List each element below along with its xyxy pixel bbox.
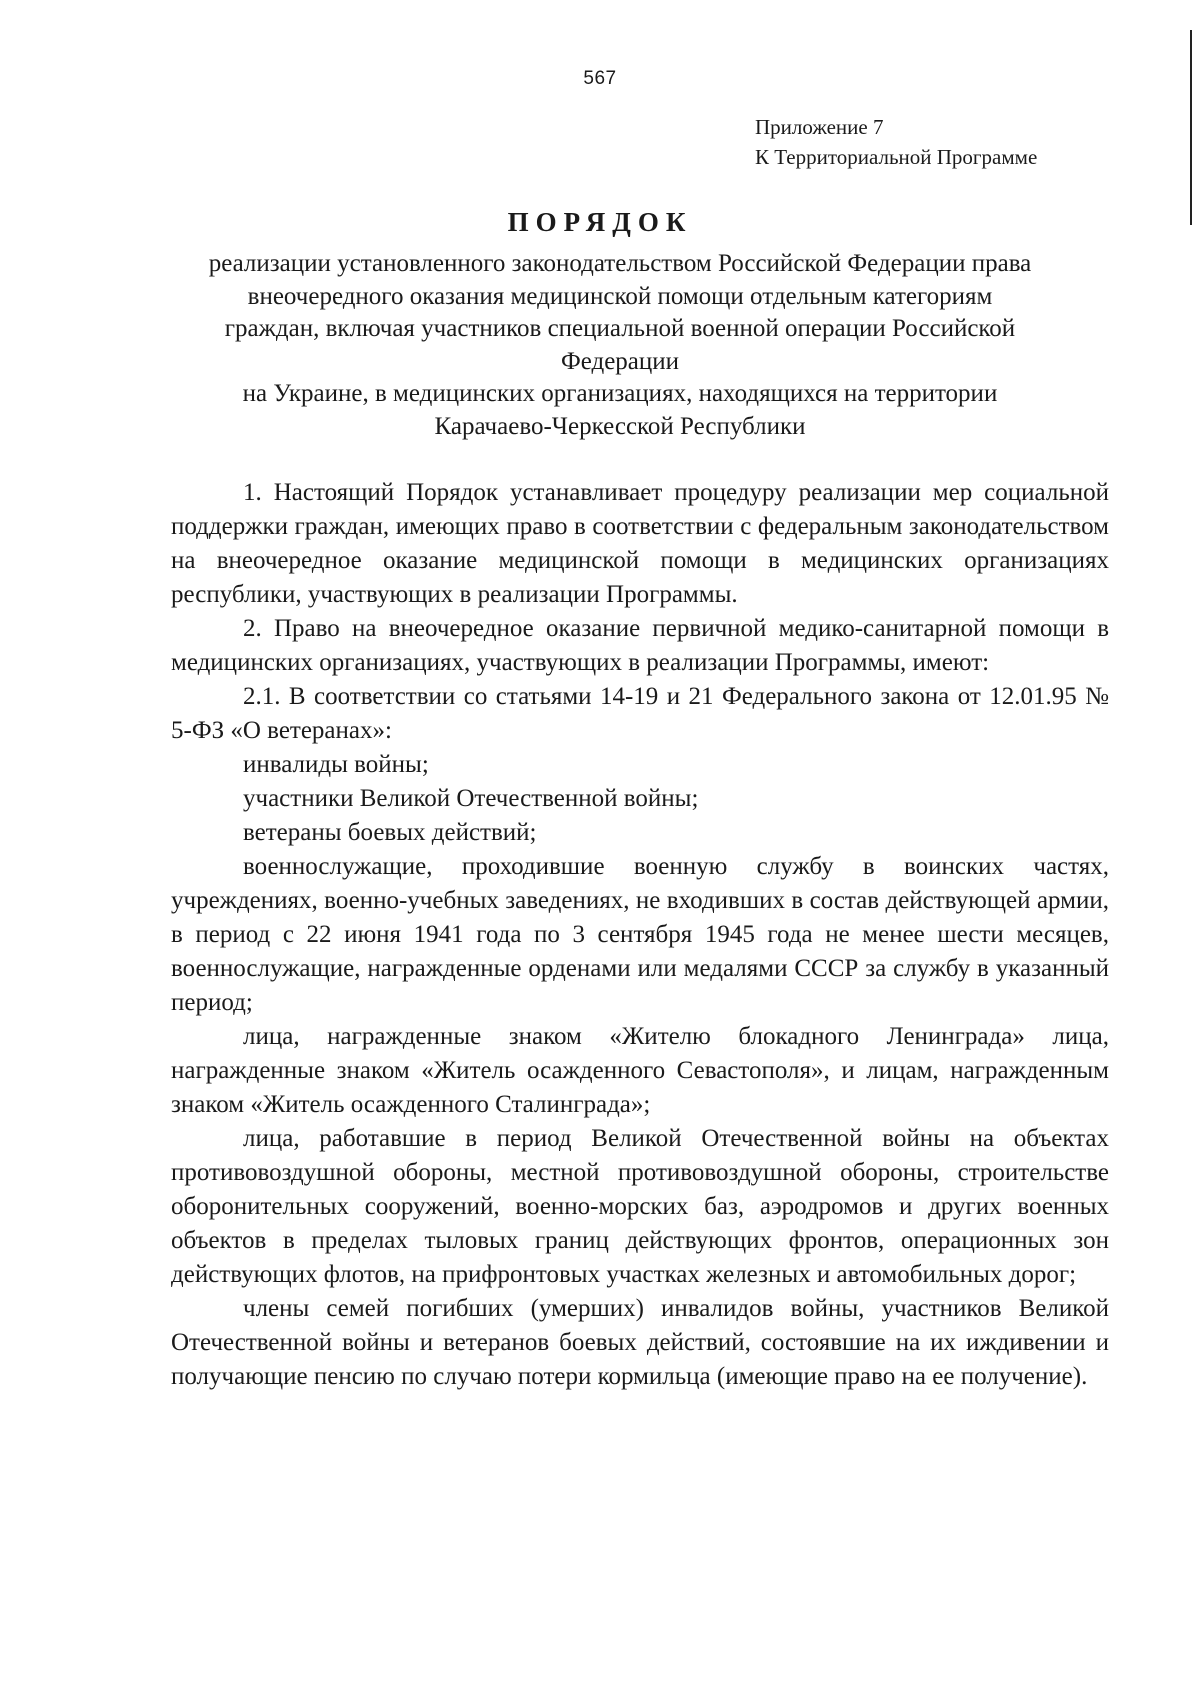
document-title: ПОРЯДОК — [507, 207, 693, 237]
paragraph-1: 1. Настоящий Порядок устанавливает процедуру реализации мер социальной поддержки граждан, имеющих право в соответствии с федеральным законодательством на внеочередное оказание медицинской помощи в медицинских организациях республики, участвующих в реализации Программы. — [171, 479, 1109, 608]
subtitle-line: Карачаево-Черкесской Республики — [434, 412, 806, 440]
list-item: лица, награжденные знаком «Жителю блокадного Ленинграда» лица, награжденные знаком «Житель осажденного Севастополя», и лицам, награжденным знаком «Житель осажденного Сталинграда»; — [171, 1023, 1109, 1118]
subtitle-line: граждан, включая участников специальной военной операции Российской — [224, 315, 1016, 342]
page-number: 567 — [583, 68, 617, 89]
list-item: участники Великой Отечественной войны; — [243, 785, 699, 812]
subtitle-line: Федерации — [560, 347, 680, 375]
subtitle-line: на Украине, в медицинских организациях, находящихся на территории — [242, 380, 998, 407]
paragraph-2: 2. Право на внеочередное оказание первичной медико-санитарной помощи в медицинских организациях, участвующих в реализации Программы, имеют: — [171, 615, 1109, 676]
scan-edge-line — [1190, 30, 1192, 225]
appendix-number: Приложение 7 — [755, 115, 884, 139]
document-body — [171, 476, 1109, 1394]
list-item: лица, работавшие в период Великой Отечественной войны на объектах противовоздушной обороны, местной противовоздушной обороны, строительстве оборонительных сооружений, военно-морских баз, аэродромов и других военных объектов в пределах тыловых границ действующих фронтов, операционных зон действующих флотов, на прифронтовых участках железных и автомобильных дорог; — [171, 1125, 1109, 1288]
subtitle-line: реализации установленного законодательством Российской Федерации права — [208, 250, 1032, 277]
list-item: инвалиды войны; — [243, 751, 429, 778]
appendix-reference — [755, 112, 1037, 172]
subtitle-line: внеочередного оказания медицинской помощи отдельным категориям — [247, 282, 993, 310]
appendix-program: К Территориальной Программе — [755, 145, 1038, 169]
list-item: ветераны боевых действий; — [243, 819, 537, 846]
paragraph-2-1: 2.1. В соответствии со статьями 14-19 и 21 Федерального закона от 12.01.95 № 5-ФЗ «О ветеранах»: — [171, 683, 1109, 744]
document-subtitle — [160, 248, 1080, 443]
list-item: военнослужащие, проходившие военную службу в воинских частях, учреждениях, военно-учебных заведениях, не входивших в состав действующей армии, в период с 22 июня 1941 года по 3 сентября 1945 года не менее шести месяцев, военнослужащие, награжденные орденами или медалями СССР за службу в указанный период; — [171, 853, 1109, 1016]
list-item: члены семей погибших (умерших) инвалидов войны, участников Великой Отечественной войны и ветеранов боевых действий, состоявшие на их иждивении и получающие пенсию по случаю потери кормильца (имеющие право на ее получение). — [171, 1295, 1109, 1390]
